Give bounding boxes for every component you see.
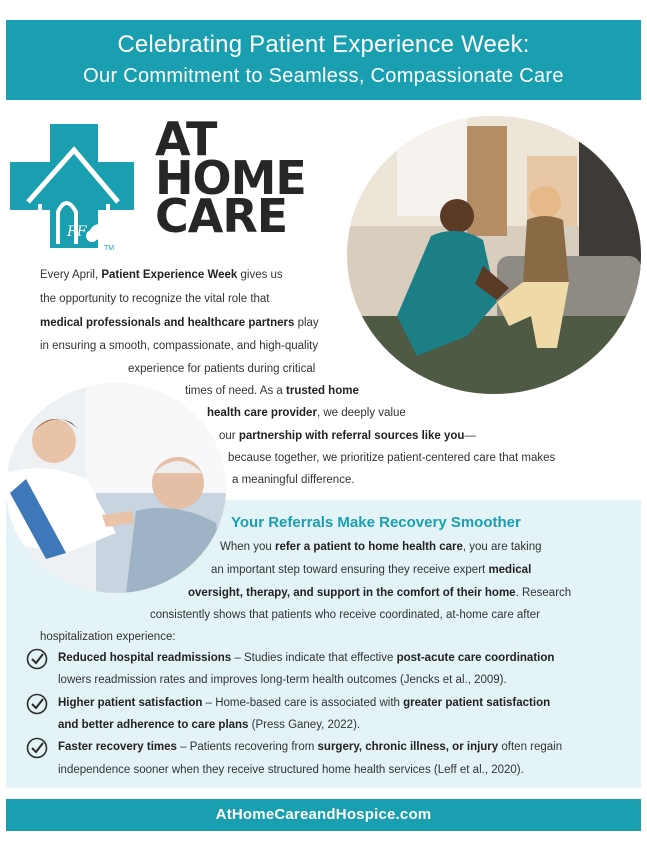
page-subtitle: Our Commitment to Seamless, Compassionate Care bbox=[83, 65, 564, 87]
logo-word-at: AT bbox=[155, 112, 217, 166]
caregiver-patient-photo bbox=[347, 116, 641, 394]
website-link[interactable]: AtHomeCareandHospice.com bbox=[6, 799, 641, 831]
nurse-elderly-patient-photo-overlay bbox=[6, 383, 226, 593]
intro-line-4: in ensuring a smooth, compassionate, and high-quality bbox=[40, 340, 319, 352]
referrals-line-1: When you refer a patient to home health care, you are taking bbox=[220, 541, 542, 553]
logo-wordmark bbox=[155, 112, 306, 244]
intro-line-10: a meaningful difference. bbox=[232, 474, 355, 486]
logo-word-care: CARE bbox=[155, 189, 288, 244]
intro-line-3: medical professionals and healthcare partners play bbox=[40, 317, 319, 329]
benefit-2-line-2: and better adherence to care plans (Press Ganey, 2022). bbox=[58, 719, 361, 731]
referrals-line-5: hospitalization experience: bbox=[40, 631, 176, 643]
intro-line-1: Every April, Patient Experience Week gives us bbox=[40, 269, 283, 281]
benefit-3-line-2: independence sooner when they receive structured home health services (Leff et al., 2020). bbox=[58, 764, 524, 776]
page-title: Celebrating Patient Experience Week: bbox=[117, 31, 530, 58]
referrals-line-2: an important step toward ensuring they receive expert medical bbox=[211, 564, 532, 576]
checkmark-icon bbox=[26, 737, 48, 759]
intro-line-7: health care provider, we deeply value bbox=[207, 407, 406, 419]
trademark-mark: TM bbox=[104, 245, 115, 252]
intro-line-5: experience for patients during critical bbox=[128, 363, 316, 375]
benefit-1-line-1: Reduced hospital readmissions – Studies indicate that effective post-acute care coordination bbox=[58, 652, 555, 664]
intro-line-9: because together, we prioritize patient-centered care that makes bbox=[228, 452, 556, 464]
checkmark-icon bbox=[26, 693, 48, 715]
intro-line-8: our partnership with referral sources like you— bbox=[219, 430, 476, 442]
benefit-1-line-2: lowers readmission rates and improves long-term health outcomes (Jencks et al., 2009). bbox=[58, 674, 507, 686]
checkmark-icon bbox=[26, 648, 48, 670]
title-banner bbox=[6, 20, 641, 100]
referrals-line-4: consistently shows that patients who receive coordinated, at-home care after bbox=[150, 609, 540, 621]
referrals-line-3: oversight, therapy, and support in the comfort of their home. Research bbox=[188, 587, 572, 599]
referrals-heading: Your Referrals Make Recovery Smoother bbox=[231, 514, 521, 531]
logo-word-home: HOME bbox=[155, 150, 306, 205]
intro-line-2: the opportunity to recognize the vital role that bbox=[40, 293, 270, 305]
benefit-3-line-1: Faster recovery times – Patients recovering from surgery, chronic illness, or injury often regain bbox=[58, 741, 563, 753]
intro-line-6: times of need. As a trusted home bbox=[185, 385, 359, 397]
svg-text:FF: FF bbox=[67, 224, 87, 240]
at-home-care-logo-icon bbox=[10, 124, 135, 252]
benefit-2-line-1: Higher patient satisfaction – Home-based care is associated with greater patient satisfaction bbox=[58, 697, 551, 709]
